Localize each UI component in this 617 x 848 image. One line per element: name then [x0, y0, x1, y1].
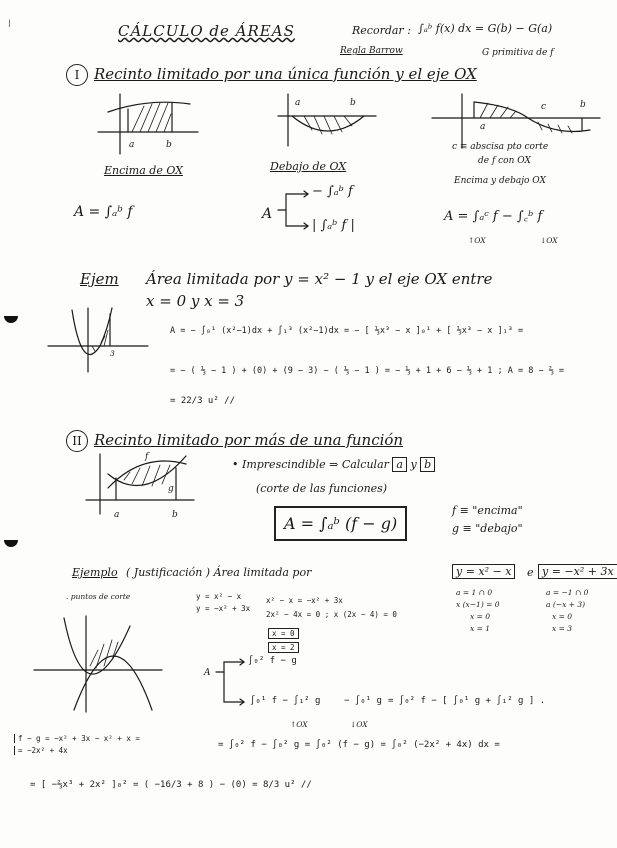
- final-line: = [ −⅔x³ + 2x² ]₀² = ( −16/3 + 8 ) − (0) = 8/3 u² //: [30, 780, 312, 790]
- graph-parabola: [48, 306, 148, 376]
- page-title: CÁLCULO de ÁREAS: [118, 22, 295, 40]
- label-b2: b: [172, 510, 178, 520]
- barrow-formula: ∫ₐᵇ f(x) dx = G(b) − G(a): [418, 22, 553, 35]
- section1-heading: I Recinto limitado por una única función y el eje OX: [66, 64, 477, 86]
- zeros-f-2: x (x−1) = 0: [456, 600, 500, 609]
- section2-heading: II Recinto limitado por más de una función: [66, 430, 403, 452]
- primitiva-note: G primitiva de f: [482, 48, 554, 58]
- formula-debajo-neg: − ∫ₐᵇ f: [312, 184, 353, 199]
- case3-label-c: c: [541, 102, 547, 112]
- fg-line1: f − g = −x² + 3x − x² + x =: [14, 734, 140, 743]
- example1-line3: = 22/3 u² //: [170, 396, 236, 406]
- punch-hole-2: [4, 540, 18, 547]
- branch-2: ∫₀¹ f − ∫₁² g: [250, 696, 321, 706]
- zeros-g-3: x = 0: [552, 612, 573, 621]
- zeros-f-1: a = 1 ∩ 0: [456, 588, 493, 597]
- parabola-tick-3: 3: [110, 349, 115, 358]
- corte-funciones: (corte de las funciones): [256, 482, 388, 495]
- under-ox-down: ↓OX: [540, 236, 558, 245]
- zeros-g-4: x = 3: [552, 624, 573, 633]
- example1-text1: Área limitada por y = x² − 1 y el eje OX entre: [146, 270, 493, 288]
- chain-line: = ∫₀² f − ∫₀² g = ∫₀² (f − g) = ∫₀² (−2x² + 4x) dx =: [218, 740, 500, 750]
- label-a2: a: [114, 510, 120, 520]
- note-corte: de f con OX: [478, 156, 531, 166]
- puntos-corte: . puntos de corte: [66, 592, 131, 601]
- section2-numeral: II: [66, 430, 88, 452]
- example2-label: Ejemplo: [72, 566, 118, 579]
- zeros-f-4: x = 1: [470, 624, 491, 633]
- case1-label-b: b: [166, 140, 172, 150]
- caption-encima: Encima de OX: [104, 164, 183, 177]
- branch-4: = ∫₀² f − [ ∫₀¹ g + ∫₁² g ] .: [388, 696, 546, 706]
- box-b: b: [420, 457, 435, 472]
- formula-between: A = ∫ₐᵇ (f − g): [274, 506, 407, 541]
- under-ox-up: ↑OX: [468, 236, 486, 245]
- example1-line2: = − ( ⅓ − 1 ) + (0) + (9 − 3) − ( ⅓ − 1 ) = − ⅓ + 1 + 6 − ⅓ + 1 ; A = 8 − ⅔ =: [170, 366, 565, 376]
- branch-1: ∫₀² f − g: [248, 656, 297, 666]
- example1-label: Ejem: [80, 270, 119, 288]
- graph-example2: [34, 614, 164, 714]
- zeros-f-3: x = 0: [470, 612, 491, 621]
- arrow-branch-2: [216, 660, 246, 704]
- graph-above-ox: [98, 92, 198, 162]
- caption-encima-debajo: Encima y debajo OX: [454, 176, 546, 186]
- area-A: A: [204, 668, 211, 678]
- solve-eq2: 2x² − 4x = 0 ; x (2x − 4) = 0: [266, 610, 397, 619]
- recordar-label: Recordar :: [352, 24, 411, 37]
- fg-line2: = −2x² + 4x: [14, 746, 68, 755]
- graph-two-functions: [86, 452, 196, 516]
- branch-3: − ∫₀¹ g: [344, 696, 382, 706]
- function-f: y = x² − x: [452, 564, 515, 579]
- g-definition: g ≡ "debajo": [452, 522, 523, 535]
- caption-debajo: Debajo de OX: [270, 160, 347, 173]
- example1-line1: A = − ∫₀¹ (x²−1)dx + ∫₁³ (x²−1)dx = − [ ⅓x³ − x ]₀¹ + [ ⅓x³ − x ]₁³ =: [170, 326, 524, 336]
- imprescindible: • Imprescindible ⇒ Calcular a y b: [232, 458, 435, 471]
- graph-below-ox: [278, 92, 378, 152]
- case3-label-b: b: [580, 100, 586, 110]
- case1-label-a: a: [129, 140, 135, 150]
- formula-encima-debajo: A = ∫ₐᶜ f − ∫꜀ᵇ f: [444, 209, 543, 224]
- solution-x2: x = 2: [268, 642, 299, 653]
- solve-eq1: x² − x = −x² + 3x: [266, 596, 343, 605]
- note-abscisa: c ≡ abscisa pto corte: [452, 142, 549, 152]
- box-a: a: [392, 457, 407, 472]
- formula-encima: A = ∫ₐᵇ f: [74, 204, 133, 220]
- label-g: g: [168, 484, 174, 494]
- regla-barrow: Regla Barrow: [340, 46, 403, 56]
- solution-x0: x = 0: [268, 628, 299, 639]
- branch-2-under: ↑OX: [290, 720, 308, 729]
- case2-label-a: a: [295, 98, 301, 108]
- formula-debajo-prefix: A: [262, 206, 273, 222]
- label-f: f: [145, 452, 149, 462]
- conj-e: e: [527, 566, 534, 579]
- formula-debajo-abs: | ∫ₐᵇ f |: [312, 218, 355, 233]
- branch-3-under: ↓OX: [350, 720, 368, 729]
- zeros-g-2: a (−x + 3): [546, 600, 586, 609]
- arrow-branch-1: [276, 190, 310, 230]
- section1-numeral: I: [66, 64, 88, 86]
- function-g: y = −x² + 3x: [538, 564, 617, 579]
- system-eq1: y = x² − x: [196, 592, 242, 601]
- notes-page: | CÁLCULO de ÁREAS Recordar : ∫ₐᵇ f(x) dx = G(b) − G(a) Regla Barrow G primitiva de f I Recinto limitado por una única función y el eje OX a b a b a c b Encima de OX Debajo de OX c ≡ abscisa pto corte de f con OX Encima y debajo OX A = ∫ₐᵇ f A − ∫ₐᵇ f | ∫ₐᵇ f | A = ∫ₐᶜ f − ∫꜀ᵇ f ↑OX ↓OX Ejem Área limitada por y = x² − 1 y el eje OX entre x = 0 y x = 3 3 A = − ∫₀¹ (x²−1)dx + ∫₁³ (x²−1)dx = − [ ⅓x³ − x ]₀¹ + [ ⅓x³ − x ]₁³ = = − ( ⅓ − 1 ) + (0) + (9 − 3) − ( ⅓ − 1 ) = − ⅓ + 1 + 6 − ⅓ + 1 ; A = 8 − ⅔ = = 22/3 u² // II Recinto limitado por más de una función f g a b • Imprescindible ⇒ Calcular a y b (corte de las funciones) A = ∫ₐᵇ (f − g) f ≡ "encima" g ≡ "debajo" Ejemplo ( Justificación ) Área limitada por y = x² − x e y = −x² + 3x a = 1 ∩ 0 x (x−1) = 0 x = 0 x = 1 a = −1 ∩ 0 a (−x + 3) x = 0 x = 3 . puntos de corte y = x² − x y = −x² + 3x x² − x = −x² + 3x 2x² − 4x = 0 ; x (2x − 4) = 0 x = 0 x = 2 A ∫₀² f − g ∫₀¹ f − ∫₁² g ↑OX − ∫₀¹ g ↓OX = ∫₀² f − [ ∫₀¹ g + ∫₁² g ] . f − g = −x² + 3x − x² + x = = −2x² + 4x = ∫₀² f − ∫₀² g = ∫₀² (f − g) = ∫₀² (−2x² + 4x) dx = = [ −⅔x³ + 2x² ]₀² = ( −16/3 + 8 ) − (0) = 8/3 u² //: [0, 0, 617, 848]
- f-definition: f ≡ "encima": [452, 504, 523, 517]
- case2-label-b: b: [350, 98, 356, 108]
- example2-just: ( Justificación ) Área limitada por: [126, 566, 312, 579]
- punch-hole-1: [4, 316, 18, 323]
- system-eq2: y = −x² + 3x: [196, 604, 251, 613]
- example1-text2: x = 0 y x = 3: [146, 292, 245, 310]
- case3-label-a: a: [480, 122, 486, 132]
- zeros-g-1: a = −1 ∩ 0: [546, 588, 589, 597]
